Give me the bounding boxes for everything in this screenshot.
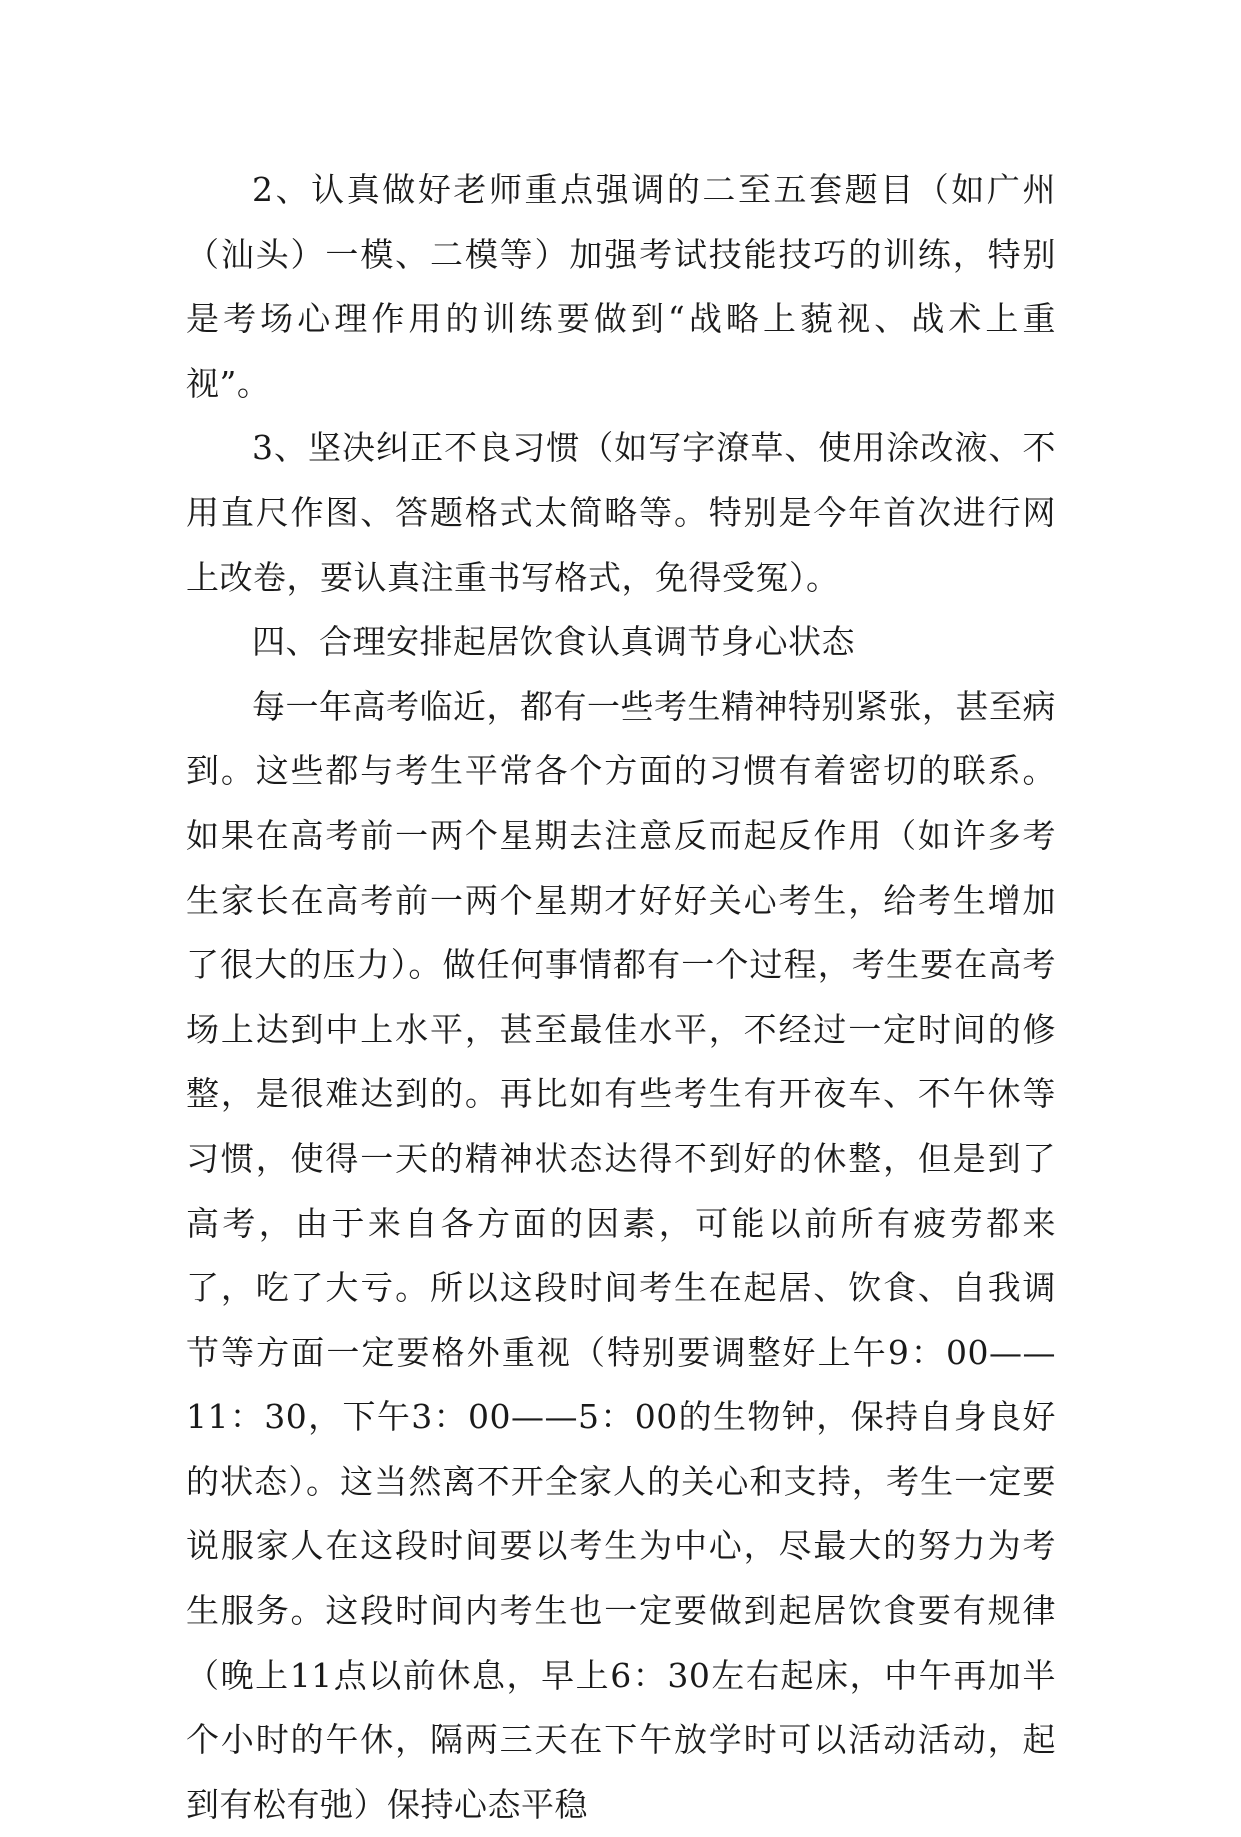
paragraph-daily-routine: 每一年高考临近，都有一些考生精神特别紧张，甚至病到。这些都与考生平常各个方面的习惯有着密切的联系。如果在高考前一两个星期去注意反而起反作用（如许多考生家长在高考前一两个星期才好好关心考生，给考生增加了很大的压力）。做任何事情都有一个过程，考生要在高考场上达到中上水平，甚至最佳水平，不经过一定时间的修整，是很难达到的。再比如有些考生有开夜车、不午休等习惯，使得一天的精神状态达得不到好的休整，但是到了高考，由于来自各方面的因素，可能以前所有疲劳都来了，吃了大亏。所以这段时间考生在起居、饮食、自我调节等方面一定要格外重视（特别要调整好上午9：00——11：30，下午3：00——5：00的生物钟，保持自身良好的状态）。这当然离不开全家人的关心和支持，考生一定要说服家人在这段时间要以考生为中心，尽最大的努力为考生服务。这段时间内考生也一定要做到起居饮食要有规律（晚上11点以前休息，早上6：30左右起床，中午再加半个小时的午休，隔两三天在下午放学时可以活动活动，起到有松有弛）保持心态平稳 — [186, 686, 1056, 1824]
document-body — [186, 158, 1056, 1837]
paragraph-bad-habits: 3、坚决纠正不良习惯（如写字潦草、使用涂改液、不用直尺作图、答题格式太简略等。特别是今年首次进行网上改卷，要认真注重书写格式，免得受冤）。 — [186, 428, 1056, 597]
paragraph-exam-practice: 2、认真做好老师重点强调的二至五套题目（如广州（汕头）一模、二模等）加强考试技能技巧的训练，特别是考场心理作用的训练要做到“战略上藐视、战术上重视”。 — [186, 170, 1056, 403]
section-heading-daily-routine: 四、合理安排起居饮食认真调节身心状态 — [252, 622, 855, 662]
